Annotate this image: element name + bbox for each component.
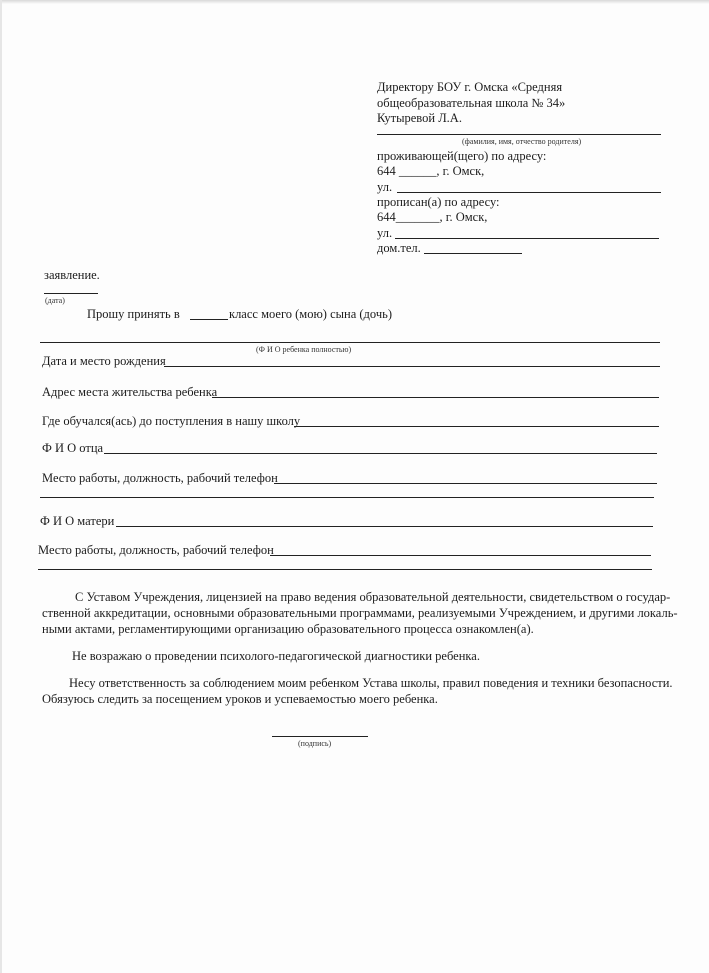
signature-caption: (подпись) xyxy=(298,739,332,748)
school-field[interactable] xyxy=(294,426,659,427)
request-text-1: Прошу принять в xyxy=(87,307,180,321)
address-label: Адрес места жительства ребенка xyxy=(42,385,218,399)
date-caption: (дата) xyxy=(45,296,65,305)
address-field[interactable] xyxy=(212,397,659,398)
charter-paragraph-line-2: ственной аккредитации, основными образовательными программами, реализуемыми Учреждением, и другими локаль- xyxy=(42,606,678,620)
charter-paragraph-line-3: ными актами, регламентирующими организацию образовательного процесса ознакомлен(а). xyxy=(42,622,534,636)
child-name-caption: (Ф И О ребенка полностью) xyxy=(256,345,352,354)
signature-field[interactable] xyxy=(272,736,368,737)
registered-street-label: ул. xyxy=(377,226,393,240)
scan-left-edge xyxy=(0,0,2,973)
diagnostics-paragraph: Не возражаю о проведении психолого-педагогической диагностики ребенка. xyxy=(72,649,480,663)
class-number-field[interactable] xyxy=(190,319,228,320)
addressee-line-3: Кутыревой Л.А. xyxy=(377,111,462,125)
addressee-line-2: общеобразовательная школа № 34» xyxy=(377,96,566,110)
birth-label: Дата и место рождения xyxy=(42,354,166,368)
residing-label: проживающей(щего) по адресу: xyxy=(377,149,547,163)
mother-work-label: Место работы, должность, рабочий телефон xyxy=(38,543,274,557)
mother-label: Ф И О матери xyxy=(40,514,115,528)
home-phone-label: дом.тел. xyxy=(377,241,421,255)
residing-street-label: ул. xyxy=(377,180,393,194)
home-phone-field[interactable] xyxy=(424,253,522,254)
father-name-field[interactable] xyxy=(104,453,657,454)
father-work-field[interactable] xyxy=(274,483,657,484)
mother-work-field-continued[interactable] xyxy=(38,569,652,570)
addressee-line-1: Директору БОУ г. Омска «Средняя xyxy=(377,80,563,94)
mother-name-field[interactable] xyxy=(116,526,653,527)
birth-field[interactable] xyxy=(164,366,660,367)
registered-street-field[interactable] xyxy=(395,238,659,239)
father-label: Ф И О отца xyxy=(42,441,104,455)
parent-name-caption: (фамилия, имя, отчество родителя) xyxy=(462,137,582,146)
mother-work-field[interactable] xyxy=(270,555,651,556)
father-work-label: Место работы, должность, рабочий телефон xyxy=(42,471,278,485)
child-name-field[interactable] xyxy=(40,342,660,343)
residing-street-field[interactable] xyxy=(397,192,661,193)
date-field[interactable] xyxy=(44,293,98,294)
responsibility-paragraph-line-1: Несу ответственность за соблюдением моим ребенком Устава школы, правил поведения и техники безопасности. xyxy=(69,676,673,690)
responsibility-paragraph-line-2: Обязуюсь следить за посещением уроков и успеваемостью моего ребенка. xyxy=(42,692,438,706)
residing-index: 644 ______, г. Омск, xyxy=(377,164,485,178)
parent-name-field[interactable] xyxy=(377,134,661,135)
registered-label: прописан(а) по адресу: xyxy=(377,195,500,209)
father-work-field-continued[interactable] xyxy=(40,497,654,498)
scan-top-shadow xyxy=(0,0,709,4)
charter-paragraph-line-1: С Уставом Учреждения, лицензией на право ведения образовательной деятельности, свидетельством о государ- xyxy=(75,590,671,604)
request-text-2: класс моего (мою) сына (дочь) xyxy=(229,307,392,321)
document-title: заявление. xyxy=(44,268,100,282)
school-label: Где обучался(ась) до поступления в нашу школу xyxy=(42,414,301,428)
registered-index: 644_______, г. Омск, xyxy=(377,210,488,224)
